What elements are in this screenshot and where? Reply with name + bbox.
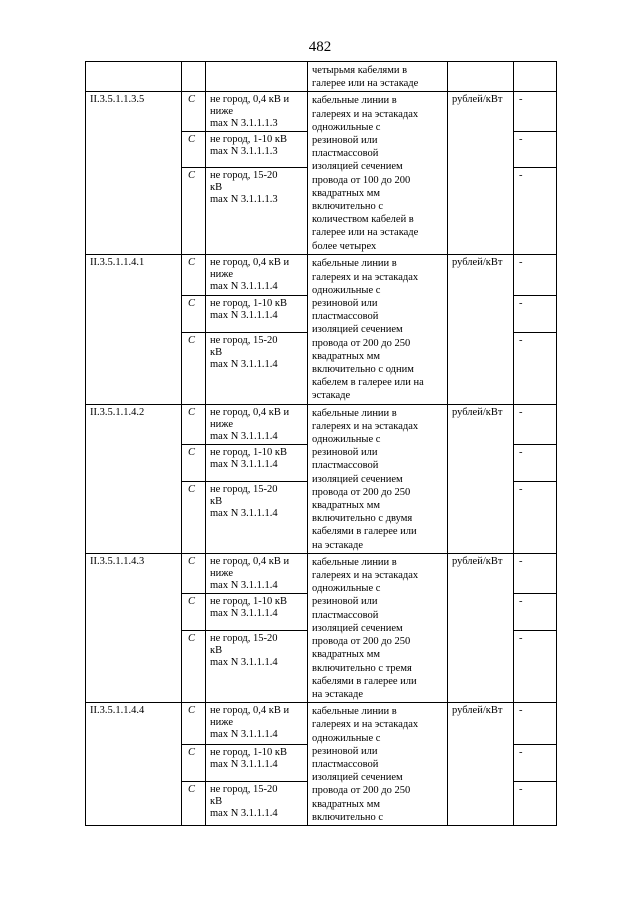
- page-number: 482: [308, 39, 332, 55]
- value-cell: -: [514, 744, 557, 781]
- description-cell: кабельные линии в галереях и на эстакадах одножильные с резиновой или пластмассовой изоляцией сечением провода от 100 до 200 квадратных мм включительно с количеством кабелей в галерее или на эстакаде более четырех: [308, 92, 448, 255]
- category-cell: С: [182, 92, 206, 132]
- value-cell: -: [514, 445, 557, 482]
- category-cell: С: [182, 168, 206, 255]
- value-cell: [514, 62, 557, 92]
- code-cell: II.3.5.1.1.4.1: [86, 255, 182, 404]
- value-cell: -: [514, 255, 557, 296]
- category-cell: С: [182, 631, 206, 703]
- table-row: [86, 553, 557, 594]
- table-row: [86, 703, 557, 745]
- value-cell: -: [514, 553, 557, 594]
- description-cell: четырьмя кабелями в галерее или на эстакаде: [308, 62, 448, 92]
- condition-cell: не город, 1-10 кВ max N 3.1.1.1.4: [206, 594, 308, 631]
- unit-cell: [448, 62, 514, 92]
- description-cell: кабельные линии в галереях и на эстакадах одножильные с резиновой или пластмассовой изоляцией сечением провода от 200 до 250 квадратных мм включительно с одним кабелем в галерее или на эстакаде: [308, 255, 448, 404]
- category-cell: С: [182, 703, 206, 745]
- category-cell: С: [182, 132, 206, 168]
- value-cell: -: [514, 481, 557, 553]
- unit-cell: рублей/кВт: [448, 553, 514, 702]
- condition-cell: не город, 0,4 кВ и ниже max N 3.1.1.1.4: [206, 703, 308, 745]
- category-cell: С: [182, 553, 206, 594]
- condition-cell: не город, 15-20 кВ max N 3.1.1.1.4: [206, 481, 308, 553]
- description-cell: кабельные линии в галереях и на эстакадах одножильные с резиновой или пластмассовой изоляцией сечением провода от 200 до 250 квадратных мм включительно с: [308, 703, 448, 826]
- category-cell: [182, 62, 206, 92]
- value-cell: -: [514, 703, 557, 745]
- condition-cell: не город, 0,4 кВ и ниже max N 3.1.1.1.4: [206, 255, 308, 296]
- condition-cell: не город, 15-20 кВ max N 3.1.1.1.4: [206, 332, 308, 404]
- description-cell: кабельные линии в галереях и на эстакадах одножильные с резиновой или пластмассовой изоляцией сечением провода от 200 до 250 квадратных мм включительно с тремя кабелями в галерее или на эстакаде: [308, 553, 448, 702]
- value-cell: -: [514, 132, 557, 168]
- category-cell: С: [182, 744, 206, 781]
- condition-cell: не город, 0,4 кВ и ниже max N 3.1.1.1.4: [206, 553, 308, 594]
- code-cell: II.3.5.1.1.4.3: [86, 553, 182, 702]
- category-cell: С: [182, 481, 206, 553]
- condition-cell: не город, 1-10 кВ max N 3.1.1.1.4: [206, 296, 308, 333]
- code-cell: II.3.5.1.1.4.4: [86, 703, 182, 826]
- code-cell: II.3.5.1.1.4.2: [86, 404, 182, 553]
- category-cell: С: [182, 296, 206, 333]
- category-cell: С: [182, 404, 206, 445]
- value-cell: -: [514, 168, 557, 255]
- category-cell: С: [182, 332, 206, 404]
- condition-cell: не город, 1-10 кВ max N 3.1.1.1.3: [206, 132, 308, 168]
- category-cell: С: [182, 445, 206, 482]
- value-cell: -: [514, 296, 557, 333]
- condition-cell: не город, 0,4 кВ и ниже max N 3.1.1.1.3: [206, 92, 308, 132]
- condition-cell: не город, 15-20 кВ max N 3.1.1.1.4: [206, 782, 308, 826]
- condition-cell: не город, 15-20 кВ max N 3.1.1.1.4: [206, 631, 308, 703]
- value-cell: -: [514, 631, 557, 703]
- table-row: [86, 255, 557, 296]
- code-cell: II.3.5.1.1.3.5: [86, 92, 182, 255]
- category-cell: С: [182, 255, 206, 296]
- value-cell: -: [514, 332, 557, 404]
- value-cell: -: [514, 594, 557, 631]
- value-cell: -: [514, 92, 557, 132]
- category-cell: С: [182, 782, 206, 826]
- condition-cell: [206, 62, 308, 92]
- condition-cell: не город, 1-10 кВ max N 3.1.1.1.4: [206, 445, 308, 482]
- table-row: [86, 404, 557, 445]
- tariff-table: [85, 61, 557, 826]
- description-cell: кабельные линии в галереях и на эстакадах одножильные с резиновой или пластмассовой изоляцией сечением провода от 200 до 250 квадратных мм включительно с двумя кабелями в галерее или на эстакаде: [308, 404, 448, 553]
- unit-cell: рублей/кВт: [448, 404, 514, 553]
- condition-cell: не город, 1-10 кВ max N 3.1.1.1.4: [206, 744, 308, 781]
- value-cell: -: [514, 404, 557, 445]
- unit-cell: рублей/кВт: [448, 255, 514, 404]
- table-row: [86, 92, 557, 132]
- code-cell: [86, 62, 182, 92]
- value-cell: -: [514, 782, 557, 826]
- category-cell: С: [182, 594, 206, 631]
- unit-cell: рублей/кВт: [448, 703, 514, 826]
- condition-cell: не город, 0,4 кВ и ниже max N 3.1.1.1.4: [206, 404, 308, 445]
- table-row-continuation: [86, 62, 557, 92]
- condition-cell: не город, 15-20 кВ max N 3.1.1.1.3: [206, 168, 308, 255]
- unit-cell: рублей/кВт: [448, 92, 514, 255]
